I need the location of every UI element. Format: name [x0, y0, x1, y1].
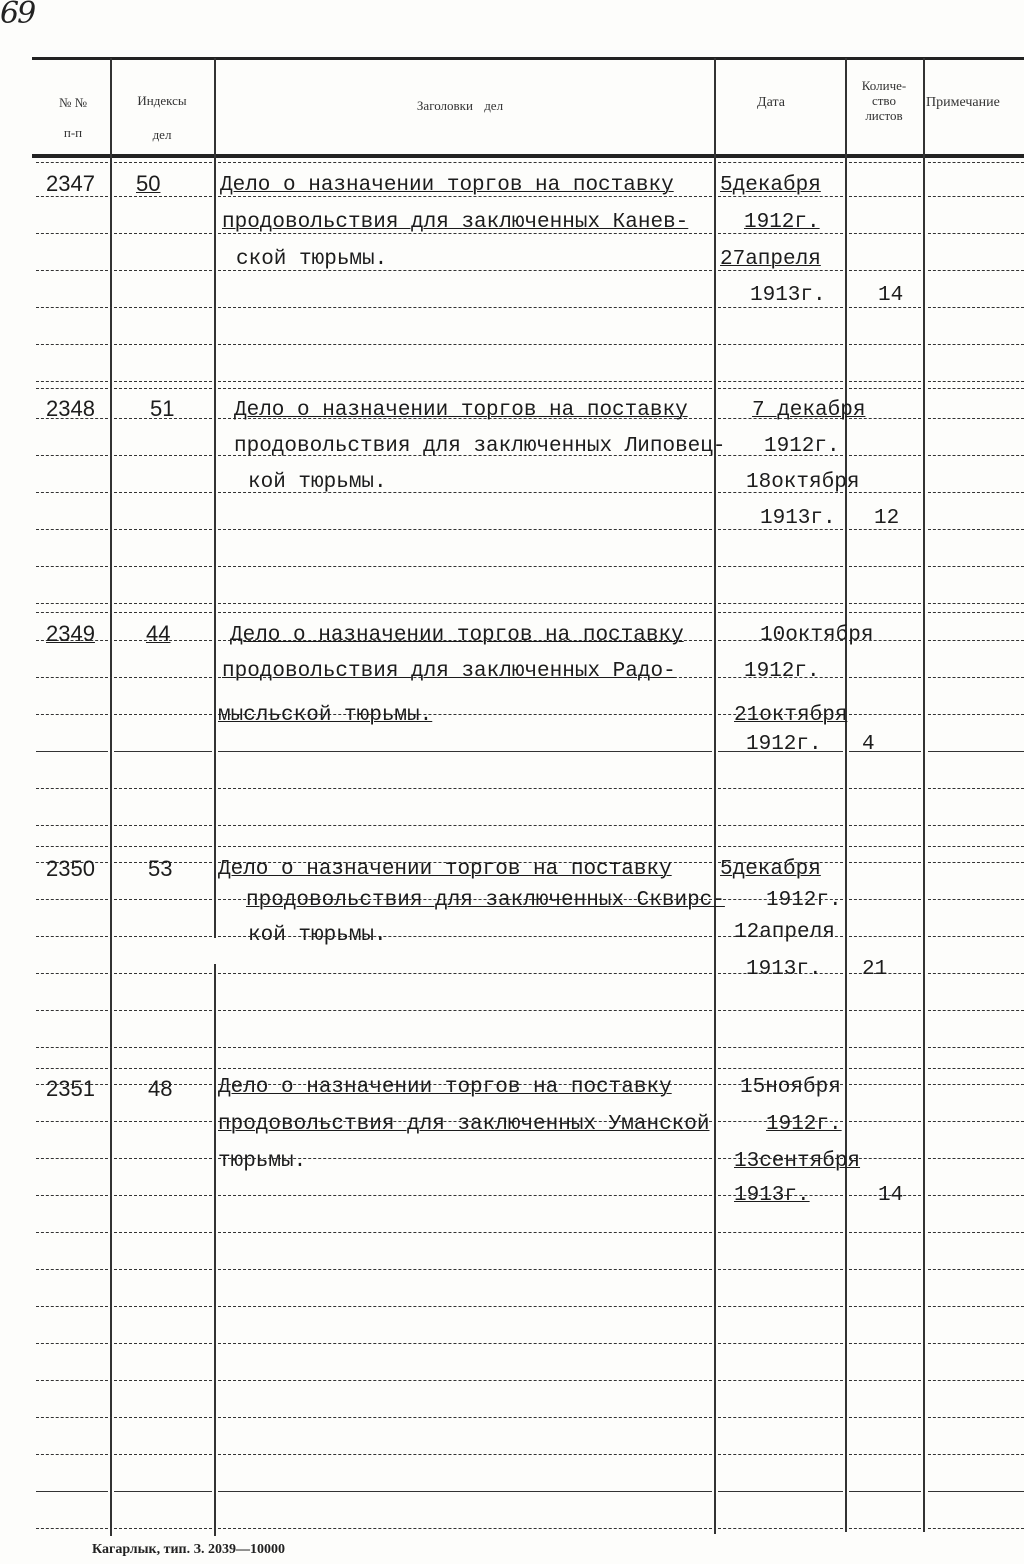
ruled-line	[114, 1343, 212, 1344]
entry-separator-line	[849, 612, 921, 613]
ruled-line	[928, 196, 1024, 197]
ruled-line	[36, 1010, 108, 1011]
col-border-4	[845, 58, 847, 1532]
ruled-line	[849, 1343, 921, 1344]
ruled-line	[928, 1454, 1024, 1455]
entry-date-start-year: 1912г.	[744, 660, 820, 683]
ruled-line	[36, 714, 108, 715]
ruled-line	[849, 1121, 921, 1122]
ruled-line	[36, 1491, 108, 1492]
ruled-line	[849, 1417, 921, 1418]
entry-separator-line	[114, 162, 212, 163]
ruled-line	[218, 1232, 712, 1233]
ruled-line	[928, 899, 1024, 900]
ruled-line	[114, 270, 212, 271]
ruled-line	[114, 1158, 212, 1159]
entry-title-line: Дело о назначении торгов на поставку	[218, 858, 672, 881]
ruled-line	[36, 196, 108, 197]
ruled-line	[36, 1269, 108, 1270]
ruled-line	[218, 1010, 712, 1011]
ruled-line	[36, 529, 108, 530]
entry-title-line: Дело о назначении торгов на поставку	[234, 399, 688, 422]
ruled-line	[218, 1047, 712, 1048]
ruled-line	[36, 381, 108, 382]
ruled-line	[849, 1047, 921, 1048]
ruled-line	[718, 1343, 843, 1344]
entry-date-end: 21октября	[734, 704, 848, 727]
ruled-line	[36, 1195, 108, 1196]
ruled-line	[114, 1491, 212, 1492]
ruled-line	[114, 455, 212, 456]
entry-separator-line	[849, 162, 921, 163]
ruled-line	[114, 1269, 212, 1270]
ruled-line	[928, 1121, 1024, 1122]
ruled-line	[928, 1528, 1024, 1529]
ruled-line	[849, 1269, 921, 1270]
entry-sheets: 14	[878, 1184, 904, 1207]
entry-date-start-year: 1912г.	[744, 211, 820, 234]
header-no	[38, 88, 108, 148]
entry-separator-line	[928, 162, 1024, 163]
ruled-line	[928, 603, 1024, 604]
entry-date-start-year: 1912г.	[766, 1113, 842, 1136]
ruled-line	[849, 899, 921, 900]
entry-separator-line	[718, 612, 843, 613]
ruled-line	[928, 1047, 1024, 1048]
entry-separator-line	[114, 846, 212, 847]
entry-date-start: 5декабря	[720, 858, 821, 881]
ruled-line	[718, 1454, 843, 1455]
entry-number: 2349	[46, 621, 95, 646]
entry-title-line: тюрьмы.	[218, 1150, 307, 1173]
ruled-line	[928, 1195, 1024, 1196]
ruled-line	[36, 1528, 108, 1529]
ruled-line	[218, 1195, 712, 1196]
header-sheets-line2: ство	[871, 93, 896, 108]
ruled-line	[849, 233, 921, 234]
ruled-line	[928, 1417, 1024, 1418]
ruled-line	[114, 714, 212, 715]
entry-title-line: продовольствия для заключенных Канев-	[222, 211, 689, 234]
entry-separator-line	[218, 846, 712, 847]
ruled-line	[928, 344, 1024, 345]
entry-sheets: 4	[862, 733, 875, 756]
ruled-line	[928, 936, 1024, 937]
col-border-3	[714, 58, 716, 1534]
entry-date-start: 10октября	[760, 624, 874, 647]
ruled-line	[114, 1528, 212, 1529]
ruled-line	[718, 825, 843, 826]
entry-title-line: ской тюрьмы.	[236, 248, 388, 271]
ruled-line	[36, 603, 108, 604]
ruled-line	[849, 603, 921, 604]
header-index-line2: дел	[152, 127, 172, 142]
entry-number: 2348	[46, 396, 95, 421]
entry-number: 2347	[46, 171, 95, 196]
ruled-line	[36, 1232, 108, 1233]
ruled-line	[114, 566, 212, 567]
entry-title-line: продовольствия для заключенных Радо-	[222, 660, 676, 683]
entry-separator-line	[218, 1068, 712, 1069]
ruled-line	[114, 899, 212, 900]
ruled-line	[114, 1232, 212, 1233]
ruled-line	[849, 862, 921, 863]
ruled-line	[114, 973, 212, 974]
entry-number: 2351	[46, 1076, 95, 1101]
ruled-line	[36, 270, 108, 271]
scan-artifact	[140, 938, 218, 964]
entry-title-line: Дело о назначении торгов на поставку	[220, 174, 674, 197]
ruled-line	[218, 1306, 712, 1307]
entry-title-line: Дело о назначении торгов на поставку	[218, 1076, 672, 1099]
ruled-line	[218, 529, 712, 530]
entry-title-line: продовольствия для заключенных Уманской	[218, 1113, 710, 1136]
ruled-line	[718, 1528, 843, 1529]
ruled-line	[928, 788, 1024, 789]
ruled-line	[928, 973, 1024, 974]
ruled-line	[928, 1380, 1024, 1381]
entry-separator-line	[928, 388, 1024, 389]
ruled-line	[36, 825, 108, 826]
ruled-line	[849, 1380, 921, 1381]
header-index-line1: Индексы	[137, 93, 187, 108]
entry-index: 50	[136, 171, 161, 196]
ruled-line	[718, 1047, 843, 1048]
entry-date-end-year: 1913г.	[750, 284, 826, 307]
ruled-line	[114, 529, 212, 530]
ruled-line	[36, 455, 108, 456]
ruled-line	[114, 788, 212, 789]
entry-title-line: кой тюрьмы.	[248, 924, 387, 947]
header-index	[112, 84, 212, 152]
ruled-line	[849, 751, 921, 752]
header-sheets	[846, 78, 922, 123]
entry-separator-line	[718, 388, 843, 389]
ruled-line	[36, 1454, 108, 1455]
ruled-line	[218, 1528, 712, 1529]
entry-date-end: 13сентября	[734, 1150, 861, 1173]
entry-date-start: 5декабря	[720, 174, 821, 197]
ruled-line	[114, 936, 212, 937]
header-title: Заголовки дел	[416, 98, 504, 113]
entry-index: 44	[146, 621, 171, 646]
ruled-line	[218, 751, 712, 752]
ruled-line	[36, 492, 108, 493]
entry-date-end-year: 1913г.	[734, 1184, 810, 1207]
ruled-line	[928, 1158, 1024, 1159]
entry-separator-line	[114, 388, 212, 389]
entry-separator-line	[218, 162, 712, 163]
ruled-line	[36, 973, 108, 974]
ruled-line	[218, 566, 712, 567]
ruled-line	[36, 936, 108, 937]
ruled-line	[114, 677, 212, 678]
ruled-line	[36, 1417, 108, 1418]
entry-date-end: 27апреля	[720, 248, 821, 271]
ruled-line	[928, 1491, 1024, 1492]
ruled-line	[114, 344, 212, 345]
entry-date-start-year: 1912г.	[766, 889, 842, 912]
ruled-line	[849, 825, 921, 826]
ruled-line	[218, 307, 712, 308]
ruled-line	[218, 1380, 712, 1381]
ruled-line	[718, 344, 843, 345]
ruled-line	[114, 381, 212, 382]
entry-separator-line	[718, 162, 843, 163]
entry-separator-line	[36, 846, 108, 847]
ruled-line	[928, 270, 1024, 271]
entry-separator-line	[849, 388, 921, 389]
ruled-line	[928, 381, 1024, 382]
ruled-line	[849, 714, 921, 715]
table-top-rule	[32, 57, 1024, 60]
ruled-line	[718, 1010, 843, 1011]
header-note: Примечание	[926, 95, 1000, 110]
entry-title-line: Дело о назначении торгов на поставку	[230, 624, 684, 647]
ruled-line	[718, 381, 843, 382]
ruled-line	[36, 1306, 108, 1307]
ruled-line	[114, 1195, 212, 1196]
entry-separator-line	[36, 388, 108, 389]
entry-date-end-year: 1913г.	[760, 507, 836, 530]
entry-title-line: продовольствия для заключенных Сквирс-	[246, 889, 725, 912]
ruled-line	[928, 1343, 1024, 1344]
entry-title-line: мысльской тюрьмы.	[218, 704, 433, 727]
ruled-line	[36, 1047, 108, 1048]
ruled-line	[114, 307, 212, 308]
ruled-line	[849, 936, 921, 937]
ruled-line	[114, 1380, 212, 1381]
entry-date-end-year: 1913г.	[746, 958, 822, 981]
ruled-line	[849, 1491, 921, 1492]
ruled-line	[218, 1454, 712, 1455]
entry-date-start-year: 1912г.	[764, 435, 840, 458]
ruled-line	[36, 566, 108, 567]
entry-sheets: 12	[874, 507, 900, 530]
ruled-line	[218, 381, 712, 382]
ruled-line	[718, 1232, 843, 1233]
entry-index: 51	[150, 396, 175, 421]
entry-index: 53	[148, 856, 173, 881]
header-no-line2: п-п	[63, 125, 83, 140]
ruled-line	[928, 751, 1024, 752]
ruled-line	[218, 825, 712, 826]
ruled-line	[849, 1084, 921, 1085]
ruled-line	[114, 492, 212, 493]
ruled-line	[849, 1454, 921, 1455]
ruled-line	[928, 1232, 1024, 1233]
ruled-line	[928, 566, 1024, 567]
ruled-line	[928, 1306, 1024, 1307]
entry-date-end: 18октября	[746, 471, 860, 494]
entry-sheets: 14	[878, 284, 904, 307]
ruled-line	[849, 492, 921, 493]
ruled-line	[36, 307, 108, 308]
ruled-line	[849, 1306, 921, 1307]
ruled-line	[218, 1269, 712, 1270]
entry-title-line: продовольствия для заключенных Липовец-	[234, 435, 726, 458]
col-border-5	[923, 58, 925, 1532]
ruled-line	[718, 1380, 843, 1381]
ruled-line	[928, 529, 1024, 530]
ruled-line	[928, 418, 1024, 419]
ruled-line	[928, 307, 1024, 308]
entry-date-end: 12апреля	[734, 921, 835, 944]
entry-separator-line	[218, 388, 712, 389]
entry-separator-line	[114, 612, 212, 613]
ruled-line	[849, 381, 921, 382]
ruled-line	[36, 1380, 108, 1381]
entry-separator-line	[218, 612, 712, 613]
ruled-line	[36, 1343, 108, 1344]
ruled-line	[718, 603, 843, 604]
ruled-line	[114, 196, 212, 197]
ruled-line	[849, 344, 921, 345]
entry-separator-line	[36, 612, 108, 613]
ruled-line	[849, 788, 921, 789]
printer-imprint: Кагарлык, тип. З. 2039—10000	[92, 1542, 286, 1557]
entry-title-line: кой тюрьмы.	[248, 471, 387, 494]
header-date: Дата	[757, 95, 785, 110]
ruled-line	[36, 788, 108, 789]
ruled-line	[849, 677, 921, 678]
entry-separator-line	[718, 846, 843, 847]
ruled-line	[718, 1306, 843, 1307]
ruled-line	[114, 751, 212, 752]
ruled-line	[849, 566, 921, 567]
ruled-line	[928, 640, 1024, 641]
ruled-line	[849, 196, 921, 197]
ruled-line	[849, 270, 921, 271]
entry-separator-line	[928, 1068, 1024, 1069]
ruled-line	[114, 1417, 212, 1418]
entry-separator-line	[928, 612, 1024, 613]
ruled-line	[218, 1417, 712, 1418]
ruled-line	[36, 751, 108, 752]
ruled-line	[928, 825, 1024, 826]
ruled-line	[218, 1343, 712, 1344]
entry-sheets: 21	[862, 958, 888, 981]
ruled-line	[218, 973, 712, 974]
ruled-line	[36, 1158, 108, 1159]
entry-separator-line	[928, 846, 1024, 847]
ruled-line	[218, 1491, 712, 1492]
ruled-line	[928, 492, 1024, 493]
header-no-line1: № №	[58, 95, 88, 110]
header-sheets-line3: листов	[865, 108, 903, 123]
ruled-line	[36, 1121, 108, 1122]
ruled-line	[928, 233, 1024, 234]
ruled-line	[718, 1417, 843, 1418]
ruled-line	[114, 825, 212, 826]
ruled-line	[849, 1232, 921, 1233]
ruled-line	[36, 899, 108, 900]
col-border-2	[214, 58, 216, 1536]
entry-date-end-year: 1912г.	[746, 733, 822, 756]
ruled-line	[718, 566, 843, 567]
col-border-1	[110, 58, 112, 1536]
header-sheets-line1: Количе-	[861, 78, 907, 93]
ruled-line	[718, 788, 843, 789]
ruled-line	[218, 603, 712, 604]
entry-date-start: 7 декабря	[752, 399, 866, 422]
ruled-line	[114, 1010, 212, 1011]
ruled-line	[928, 862, 1024, 863]
ruled-line	[849, 1528, 921, 1529]
entry-separator-line	[36, 162, 108, 163]
ruled-line	[36, 344, 108, 345]
ruled-line	[114, 1454, 212, 1455]
ruled-line	[36, 233, 108, 234]
ruled-line	[928, 1010, 1024, 1011]
entry-index: 48	[148, 1076, 173, 1101]
entry-separator-line	[849, 1068, 921, 1069]
entry-separator-line	[718, 1068, 843, 1069]
ruled-line	[114, 1121, 212, 1122]
entry-number: 2350	[46, 856, 95, 881]
entry-separator-line	[849, 846, 921, 847]
ruled-line	[928, 1084, 1024, 1085]
ruled-line	[114, 233, 212, 234]
entry-date-start: 15ноября	[740, 1076, 841, 1099]
ruled-line	[928, 455, 1024, 456]
ruled-line	[718, 1269, 843, 1270]
header-bottom-rule	[32, 154, 1024, 158]
ruled-line	[849, 1010, 921, 1011]
ruled-line	[928, 677, 1024, 678]
ruled-line	[36, 677, 108, 678]
ruled-line	[218, 788, 712, 789]
entry-separator-line	[114, 1068, 212, 1069]
ruled-line	[928, 714, 1024, 715]
ruled-line	[928, 1269, 1024, 1270]
ruled-line	[218, 344, 712, 345]
ruled-line	[114, 1047, 212, 1048]
ruled-line	[849, 455, 921, 456]
ruled-line	[114, 1306, 212, 1307]
ruled-line	[114, 603, 212, 604]
entry-separator-line	[36, 1068, 108, 1069]
ruled-line	[718, 1491, 843, 1492]
page-number: 69	[0, 0, 35, 31]
